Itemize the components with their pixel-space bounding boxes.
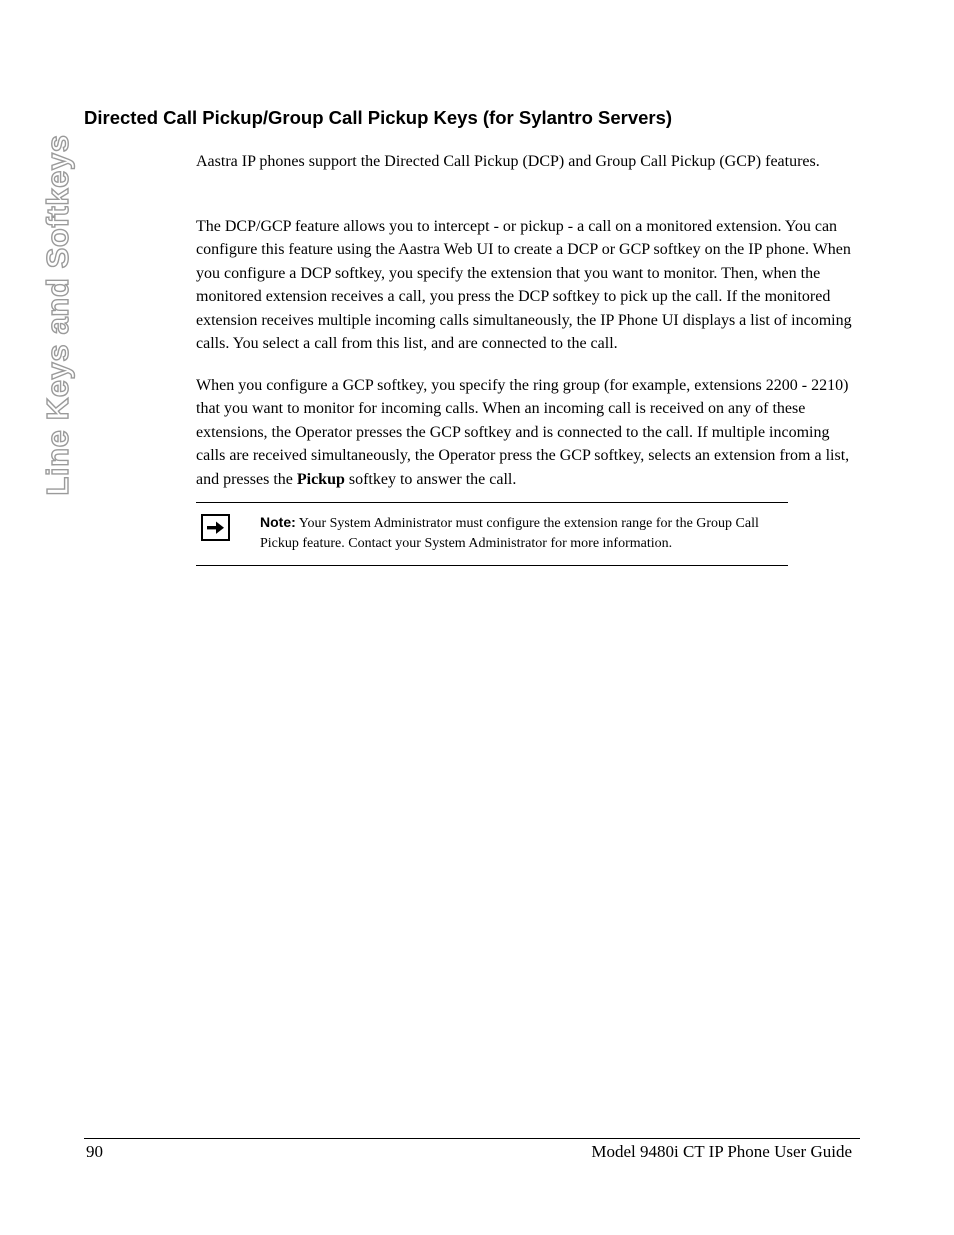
side-tab-label: Line Keys and Softkeys	[40, 134, 75, 496]
note-text	[260, 512, 790, 554]
side-tab	[38, 110, 78, 520]
section-heading: Directed Call Pickup/Group Call Pickup Keys (for Sylantro Servers)	[84, 107, 673, 128]
note-box	[196, 502, 788, 566]
paragraph-gcp-softkey	[196, 374, 860, 491]
paragraph-intro: Aastra IP phones support the Directed Call Pickup (DCP) and Group Call Pickup (GCP) features.	[196, 153, 820, 170]
note-body: Your System Administrator must configure the extension range for the Group Call Pickup feature. Contact your System Administrator for more information.	[260, 516, 759, 551]
paragraph-gcp-text-before: When you configure a GCP softkey, you specify the ring group (for example, extensions 2200 - 2210) that you want to monitor for incoming calls. When an incoming call is received on any of these extensions, the Operator presses the GCP softkey and is connected to the call. If multiple incoming calls are received simultaneously, the Operator press the GCP softkey, selects an extension from a list, and presses the	[196, 377, 850, 488]
pickup-keyword: Pickup	[296, 470, 345, 488]
guide-title: Model 9480i CT IP Phone User Guide	[591, 1142, 852, 1161]
arrow-right-icon	[201, 514, 230, 541]
page-footer	[84, 1138, 860, 1169]
paragraph-gcp-text-after: softkey to answer the call.	[344, 470, 517, 488]
note-label: Note:	[260, 514, 296, 530]
paragraph-dcp-gcp-feature: The DCP/GCP feature allows you to intercept - or pickup - a call on a monitored extension. You can configure this feature using the Aastra Web UI to create a DCP or GCP softkey on the IP phone. When you configure a DCP softkey, you specify the extension that you want to monitor. Then, when the monitored extension receives a call, you press the DCP softkey to pick up the call. If the monitored extension receives multiple incoming calls simultaneously, the IP Phone UI displays a list of incoming calls. You select a call from this list, and are connected to the call.	[196, 218, 852, 353]
page-number: 90	[86, 1142, 103, 1161]
